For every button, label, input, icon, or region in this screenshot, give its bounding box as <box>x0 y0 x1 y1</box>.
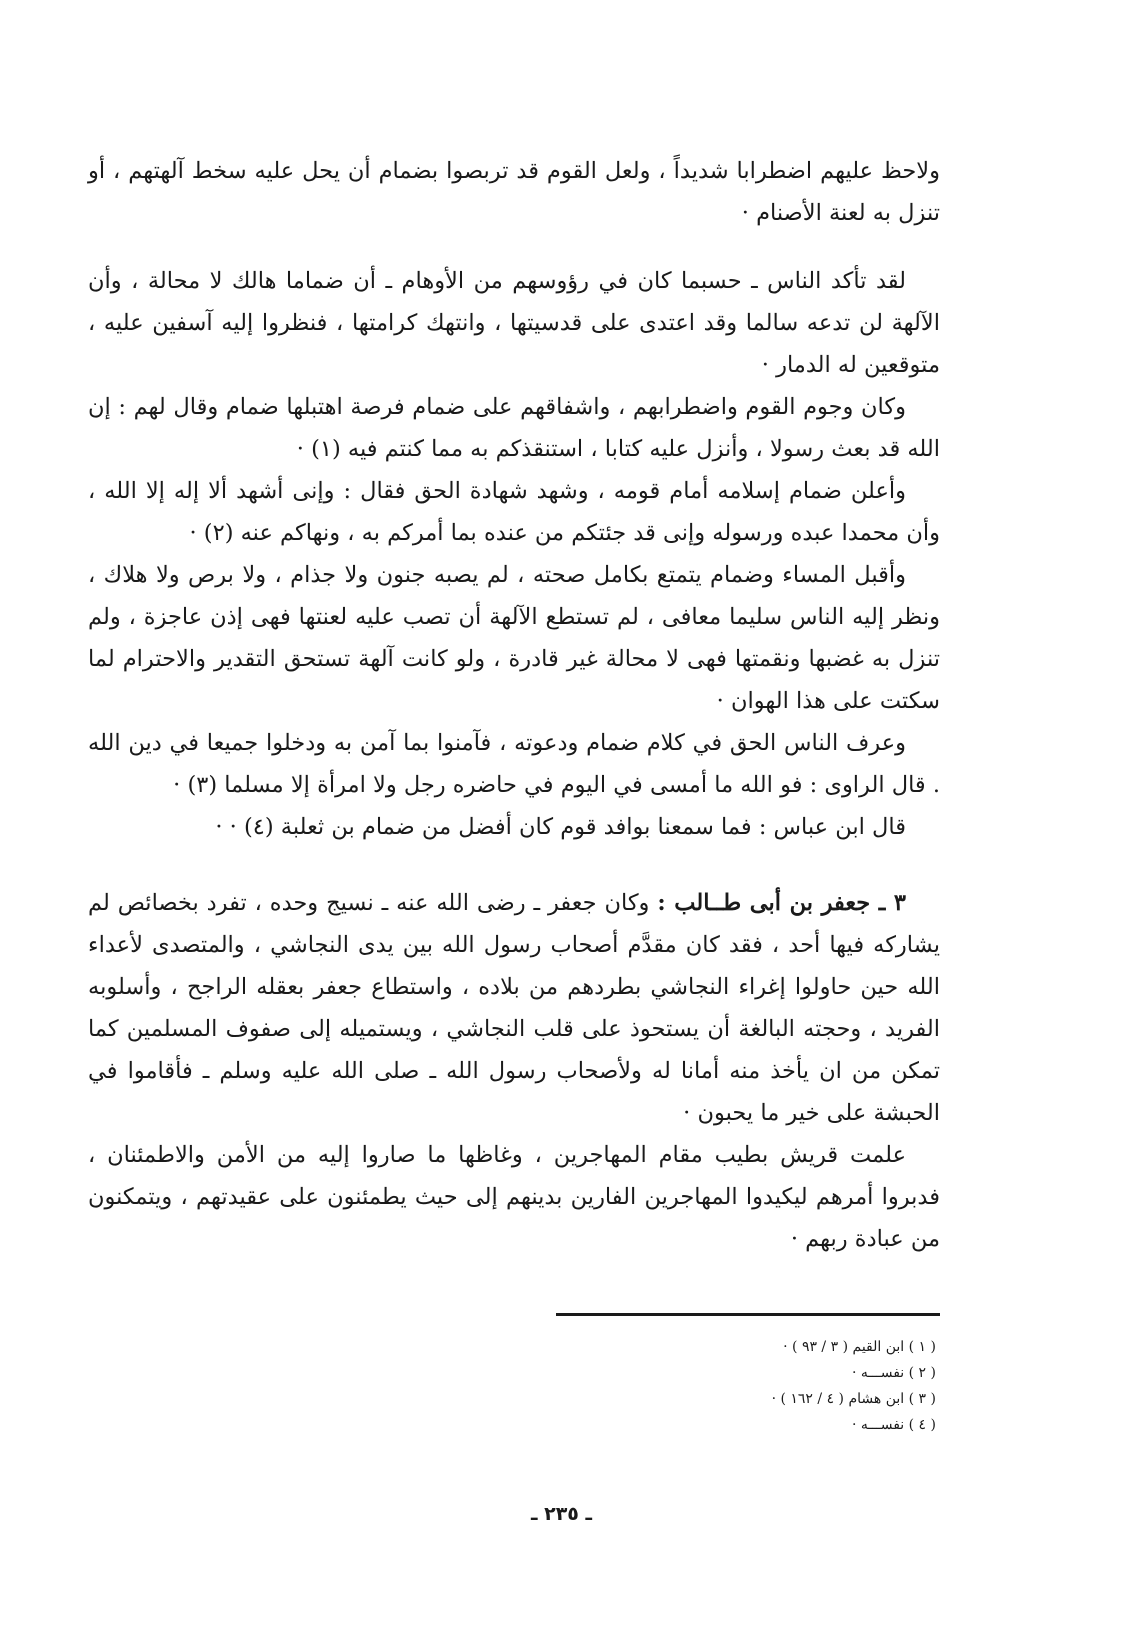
page-number: ـ ٢٣٥ ـ <box>530 1503 592 1525</box>
paragraph-3: وكان وجوم القوم واضطرابهم ، واشفاقهم على ضمام فرصة اهتبلها ضمام وقال لهم : إن الله قد بعث رسولا ، وأنزل عليه كتابا ، استنقذكم به مما كنتم فيه (١) · <box>88 394 940 462</box>
paragraph-4: وأعلن ضمام إسلامه أمام قومه ، وشهد شهادة الحق فقال : وإنى أشهد ألا إله إلا الله ، وأن محمدا عبده ورسوله وإنى قد جئتكم من عنده بما أمركم به ، ونهاكم عنه (٢) · <box>88 478 940 546</box>
paragraph-7: قال ابن عباس : فما سمعنا بوافد قوم كان أفضل من ضمام بن ثعلبة (٤) · · <box>215 814 906 840</box>
footnote-4: ( ٤ ) نفســـه · <box>852 1417 936 1433</box>
footnotes <box>556 1334 936 1438</box>
section-paragraph <box>88 882 940 1134</box>
section-heading: ٣ ـ جعفر بن أبى طــالب : <box>657 890 906 916</box>
paragraph-1: ولاحظ عليهم اضطرابا شديداً ، ولعل القوم قد تربصوا بضمام أن يحل عليه سخط آلهتهم ، أو تنزل به لعنة الأصنام · <box>88 158 940 226</box>
footnote-1: ( ١ ) ابن القيم ( ٣ / ٩٣ ) · <box>783 1339 936 1355</box>
paragraph-6: وعرف الناس الحق في كلام ضمام ودعوته ، فآمنوا بما آمن به ودخلوا جميعا في دين الله . قال الراوى : فو الله ما أمسى في اليوم في حاضره رجل ولا امرأة إلا مسلما (٣) · <box>88 730 940 798</box>
paragraph-2: لقد تأكد الناس ـ حسبما كان في رؤوسهم من الأوهام ـ أن ضماما هالك لا محالة ، وأن الآلهة لن تدعه سالما وقد اعتدى على قدسيتها ، وانتهك كرامتها ، فنظروا إليه آسفين عليه ، متوقعين له الدمار · <box>88 268 940 378</box>
section-text: وكان جعفر ـ رضى الله عنه ـ نسيج وحده ، تفرد بخصائص لم يشاركه فيها أحد ، فقد كان مقدَّم أصحاب رسول الله بين يدى النجاشي ، والمتصدى لأعداء الله حين حاولوا إغراء النجاشي بطردهم من بلاده ، واستطاع جعفر بعقله الراجح ، وأسلوبه الفريد ، وحجته البالغة أن يستحوذ على قلب النجاشي ، ويستميله إلى صفوف المسلمين كما تمكن من ان يأخذ منه أمانا له ولأصحاب رسول الله ـ صلى الله عليه وسلم ـ فأقاموا في الحبشة على خير ما يحبون · <box>88 890 940 1126</box>
footnote-3: ( ٣ ) ابن هشام ( ٤ / ١٦٢ ) · <box>771 1391 936 1407</box>
footnote-divider <box>556 1313 940 1316</box>
main-text <box>88 150 940 1260</box>
footnote-2: ( ٢ ) نفســـه · <box>852 1365 936 1381</box>
paragraph-5: وأقبل المساء وضمام يتمتع بكامل صحته ، لم يصبه جنون ولا جذام ، ولا برص ولا هلاك ، ونظر إليه الناس سليما معافى ، لم تستطع الآلهة أن تصب عليه لعنتها فهى إذن عاجزة ، ولم تنزل به غضبها ونقمتها فهى لا محالة غير قادرة ، ولو كانت آلهة تستحق التقدير والاحترام لما سكتت على هذا الهوان · <box>88 562 940 714</box>
section-last-paragraph: علمت قريش بطيب مقام المهاجرين ، وغاظها ما صاروا إليه من الأمن والاطمئنان ، فدبروا أمرهم ليكيدوا المهاجرين الفارين بدينهم إلى حيث يطمئنون على عقيدتهم ، ويتمكنون من عبادة ربهم · <box>88 1142 940 1252</box>
